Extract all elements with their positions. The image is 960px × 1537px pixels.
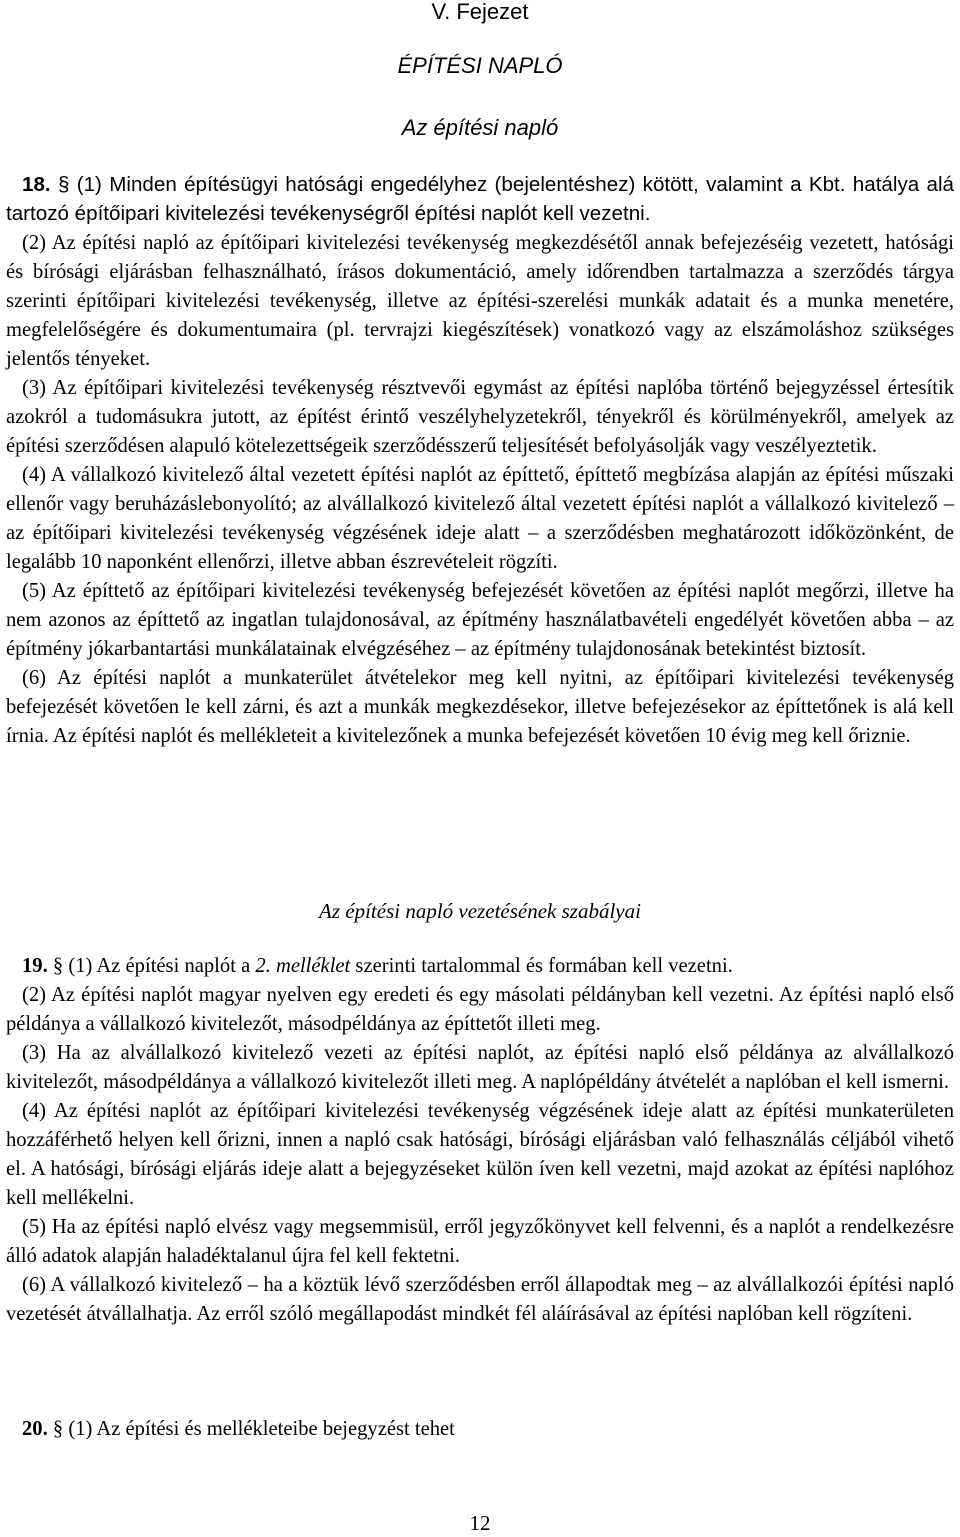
- section-number: 19.: [22, 955, 48, 977]
- section-19: [6, 952, 954, 1329]
- chapter-label: V. Fejezet: [431, 0, 529, 24]
- section-19-paragraph-6: (6) A vállalkozó kivitelező – ha a köztük lévő szerződésben erről állapodtak meg – az alvállalkozói építési napló vezetését átvállalhatja. Az erről szóló megállapodást mindkét fél aláírásával az építési naplóban kell rögzíteni.: [6, 1274, 954, 1325]
- section-number: 20.: [22, 1418, 48, 1440]
- section-18-paragraph-2: (2) Az építési napló az építőipari kivitelezési tevékenység megkezdésétől annak befejezéséig vezetett, hatósági és bírósági eljárásban felhasználható, írásos dokumentáció, amely időrendben tartalmazza a szerződés tárgya szerinti építőipari kivitelezési tevékenység, illetve az építési-szerelési munkák adatait és a munka menetére, megfelelőségére és dokumentumaira (pl. tervrajzi kiegészítések) vonatkozó vagy az elszámoláshoz szükséges jelentős tényeket.: [6, 232, 954, 370]
- paragraph-text: (1) Minden építésügyi hatósági engedélyhez (bejelentéshez) kötött, valamint a Kbt. hatálya alá tartozó építőipari kivitelezési tevékenységről építési naplót kell vezetni.: [6, 173, 954, 225]
- paragraph-text: szerinti tartalommal és formában kell vezetni.: [350, 955, 733, 977]
- document-page: [6, 0, 954, 1537]
- section-18-paragraph-5: (5) Az építtető az építőipari kivitelezési tevékenység befejezését követően az építési naplót megőrzi, illetve ha nem azonos az építtető az ingatlan tulajdonosával, az építmény használatbavételi engedélyét követően abba – az építmény jókarbantartási munkálatainak elvégzéséhez – az építmény tulajdonosának betekintést biztosít.: [6, 580, 954, 660]
- paragraph-sign: §: [57, 173, 70, 196]
- section-heading-rules: Az építési napló vezetésének szabályai: [319, 899, 641, 923]
- section-19-paragraph-4: (4) Az építési naplót az építőipari kivitelezési tevékenység végzésének ideje alatt az építési munkaterületen hozzáférhető helyen kell őrizni, innen a napló csak hatósági, bírósági eljárásban való felhasználás céljából vihető el. A hatósági, bírósági eljárás ideje alatt a bejegyzéseket külön íven kell vezetni, majd azokat az építési naplóhoz kell mellékelni.: [6, 1100, 954, 1209]
- section-20-paragraph-1: [6, 1415, 954, 1444]
- paragraph-text: (1) Az építési naplót a: [63, 955, 256, 977]
- paragraph-sign: §: [52, 955, 64, 977]
- paragraph-sign: §: [52, 1418, 64, 1440]
- chapter-title: ÉPÍTÉSI NAPLÓ: [397, 53, 563, 78]
- section-18: [6, 170, 954, 228]
- section-18-paragraph-3: (3) Az építőipari kivitelezési tevékenység résztvevői egymást az építési naplóba történő bejegyzéssel értesítik azokról a tudomásukra jutott, az építést érintő veszélyhelyzetekről, tényekről és körülményekről, amelyek az építési szerződésen alapuló kötelezettségeik szerződésszerű teljesítését befolyásolják vagy veszélyeztetik.: [6, 377, 954, 457]
- section-18-paragraph-6: (6) Az építési naplót a munkaterület átvételekor meg kell nyitni, az építőipari kivitelezési tevékenység befejezését követően le kell zárni, és azt a munkák megkezdésekor, illetve befejezésekor az építtetőnek is alá kell írnia. Az építési naplót és mellékleteit a kivitelezőnek a munka befejezését követően 10 évig meg kell őriznie.: [6, 667, 954, 747]
- annex-reference: 2. melléklet: [255, 955, 351, 977]
- section-20: [6, 1415, 954, 1444]
- section-18-paragraph-1: [6, 170, 954, 228]
- section-19-paragraph-3: (3) Ha az alvállalkozó kivitelező vezeti az építési naplót, az építési napló első példánya az alvállalkozó kivitelezőt, másodpéldánya a vállalkozó kivitelezőt illeti meg. A naplópéldány átvételét a naplóban el kell ismerni.: [6, 1042, 954, 1093]
- section-19-paragraph-5: (5) Ha az építési napló elvész vagy megsemmisül, erről jegyzőkönyvet kell felvenni, és a naplót a rendelkezésre álló adatok alapján haladéktalanul újra fel kell fektetni.: [6, 1216, 954, 1267]
- paragraph-text: (1) Az építési és mellékleteibe bejegyzést tehet: [63, 1418, 455, 1440]
- section-subtitle: Az építési napló: [401, 115, 559, 140]
- section-19-paragraph-2: (2) Az építési naplót magyar nyelven egy eredeti és egy másolati példányban kell vezetni. Az építési napló első példánya a vállalkozó kivitelezőt, másodpéldánya az építtetőt illeti meg.: [6, 984, 954, 1035]
- page-number: 12: [469, 1511, 491, 1535]
- section-18-body: [6, 229, 954, 751]
- section-number: 18.: [22, 173, 51, 196]
- section-19-paragraph-1: [6, 952, 954, 981]
- section-18-paragraph-4: (4) A vállalkozó kivitelező által vezetett építési naplót az építtető, építtető megbízása alapján az építési műszaki ellenőr vagy beruházáslebonyolító; az alvállalkozó kivitelező által vezetett építési naplót a vállalkozó kivitelező – az építőipari kivitelezési tevékenység végzésének ideje alatt – a szerződésben meghatározott időközönként, de legalább 10 naponként ellenőrzi, illetve abban észrevételeit rögzíti.: [6, 464, 954, 573]
